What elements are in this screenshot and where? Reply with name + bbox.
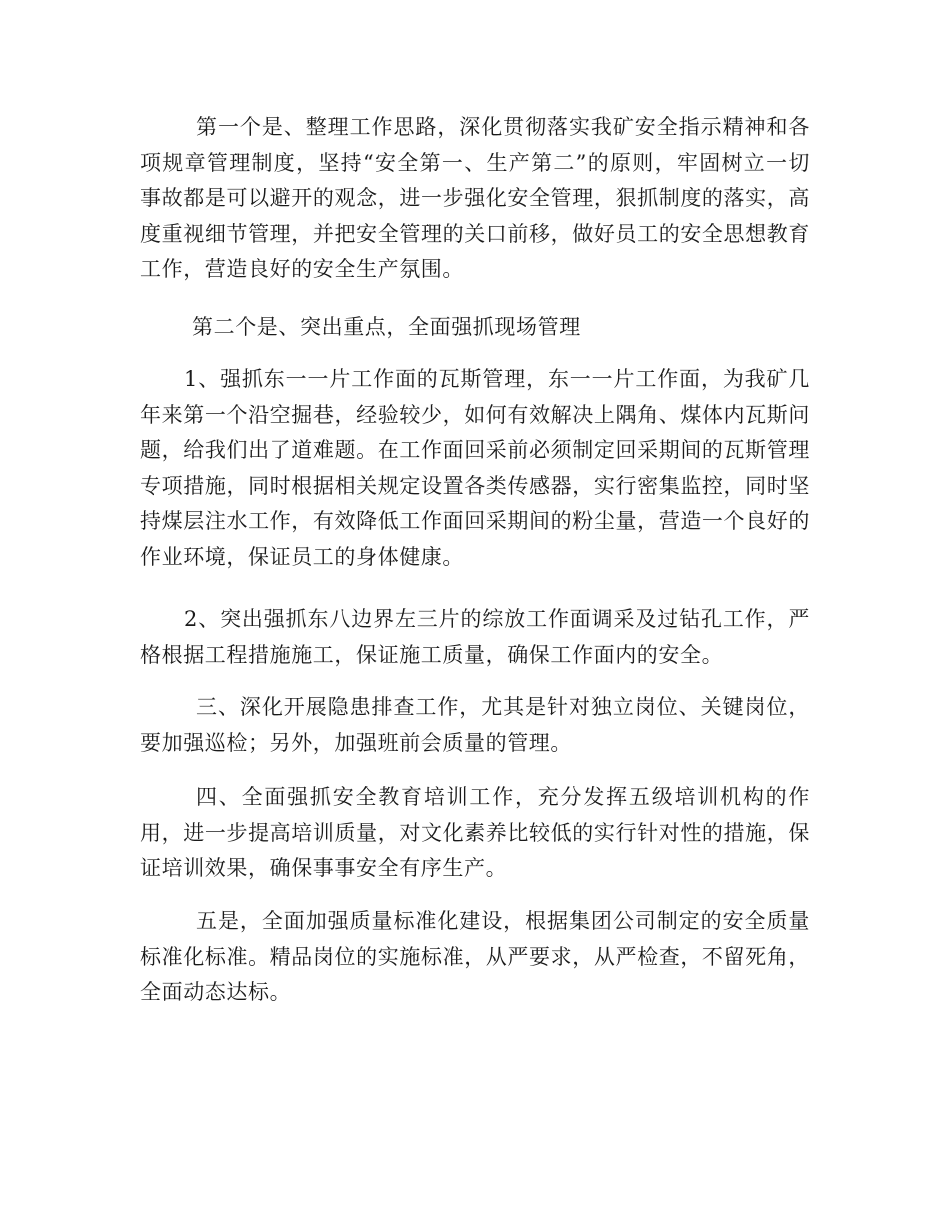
paragraph-quality-standardization: 五是，全面加强质量标准化建设，根据集团公司制定的安全质量标准化标准。精品岗位的实施标准，从严要求，从严检查，不留死角，全面动态达标。 (140, 909, 810, 1004)
paragraph-site-management-heading: 第二个是、突出重点，全面强抓现场管理 (192, 315, 581, 339)
paragraph-hazard-inspection: 三、深化开展隐患排查工作，尤其是针对独立岗位、关键岗位，要加强巡检；另外，加强班前会质量的管理。 (140, 695, 810, 755)
paragraph-work-approach: 第一个是、整理工作思路，深化贯彻落实我矿安全指示精神和各项规章管理制度，坚持“安全第一、生产第二”的原则，牢固树立一切事故都是可以避开的观念，进一步强化安全管理，狠抓制度的落实，高度重视细节管理，并把安全管理的关口前移，做好员工的安全思想教育工作，营造良好的安全生产氛围。 (140, 115, 810, 281)
paragraph-fully-mechanized-face: 2、突出强抓东八边界左三片的综放工作面调采及过钻孔工作，严格根据工程措施施工，保证施工质量，确保工作面内的安全。 (140, 607, 810, 667)
paragraph-gas-management: 1、强抓东一一片工作面的瓦斯管理，东一一片工作面，为我矿几年来第一个沿空掘巷，经验较少，如何有效解决上隅角、煤体内瓦斯问题，给我们出了道难题。在工作面回采前必须制定回采期间的瓦斯管理专项措施，同时根据相关规定设置各类传感器，实行密集监控，同时坚持煤层注水工作，有效降低工作面回采期间的粉尘量，营造一个良好的作业环境，保证员工的身体健康。 (140, 367, 810, 569)
paragraph-safety-training: 四、全面强抓安全教育培训工作，充分发挥五级培训机构的作用，进一步提高培训质量，对文化素养比较低的实行针对性的措施，保证培训效果，确保事事安全有序生产。 (140, 785, 810, 880)
